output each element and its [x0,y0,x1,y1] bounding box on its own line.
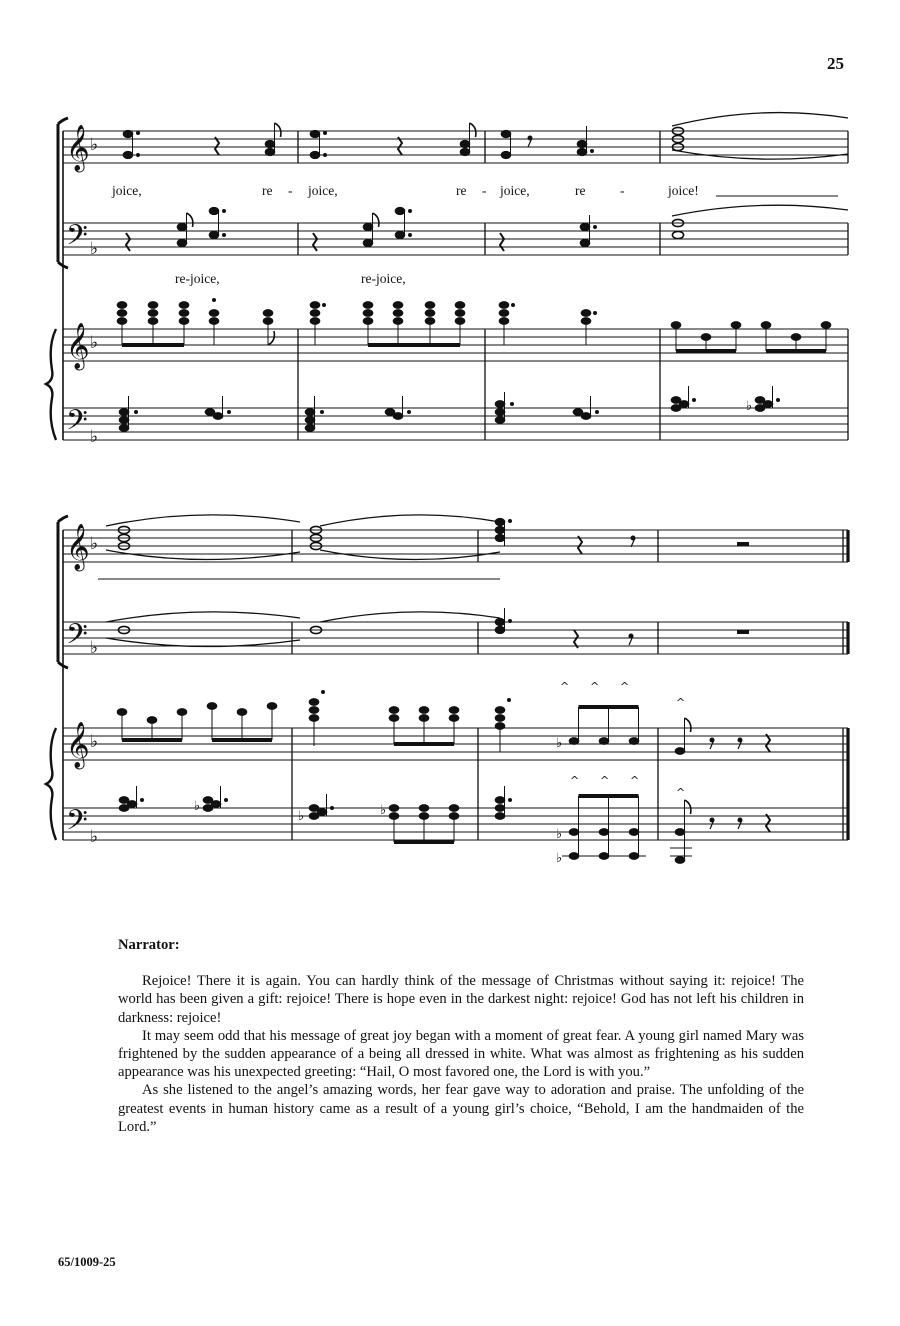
narration-block [118,936,804,1136]
flat-icon: ♭ [556,736,563,751]
lyric-syllable: re [575,183,586,198]
svg-text:^: ^ [560,680,570,693]
flat-icon: ♭ [556,827,563,842]
flat-icon: ♭ [90,135,99,155]
system-1 [46,113,848,447]
page-number: 25 [827,54,844,73]
staff-soprano-alto [63,131,848,163]
svg-text:^: ^ [600,774,610,787]
flat-icon: ♭ [298,809,305,824]
bass-clef-icon: 𝄢 [66,219,88,259]
flat-icon: ♭ [380,803,387,818]
piano-brace [46,329,56,440]
lyric-syllable: re-joice, [175,271,220,286]
piano-brace [46,728,56,840]
lyric-syllable: re [262,183,273,198]
narration-paragraph: As she listened to the angel’s amazing words, her fear gave way to adoration and praise. The unfolding of the greatest events in human history came as a result of a young girl’s choice, “Behold, I am the handmaiden of the Lord.” [118,1082,804,1135]
flat-icon: ♭ [90,732,99,752]
lyric-syllable: re-joice, [361,271,406,286]
lyric-hyphen: - [288,183,293,198]
piano-right-hand-notes [117,299,831,352]
narrator-label: Narrator: [118,937,180,953]
flat-icon: ♭ [194,799,201,814]
staff-tenor-bass [63,622,848,654]
soprano-alto-notes [106,515,749,560]
staff-piano-left [63,408,848,440]
piano-left-hand-notes [119,774,770,866]
lyric-syllable: joice, [308,183,338,198]
treble-clef-icon: 𝄞 [66,722,90,768]
flat-icon: ♭ [90,534,99,554]
tenor-bass-notes [126,205,848,251]
flat-icon: ♭ [90,827,99,847]
flat-icon: ♭ [90,239,99,259]
tenor-bass-notes [106,608,749,648]
flat-icon: ♭ [90,638,99,658]
lyric-syllable: joice! [668,183,699,198]
svg-text:^: ^ [630,774,640,787]
narration-paragraph: It may seem odd that his message of great joy began with a moment of great fear. A young girl named Mary was frightened by the sudden appearance of a being all dressed in white. What was almost as frightening as his sudden appearance was his unexpected greeting: “Hail, O most favored one, the Lord is with you.” [118,1027,804,1081]
narration-paragraph: Rejoice! There it is again. You can hardly think of the message of Christmas without saying it: rejoice! The world has been given a gift: rejoice! There is hope even in the darkest night: rejoice! God has not left his children in darkness: rejoice! [118,973,804,1026]
svg-text:^: ^ [570,774,580,787]
piano-right-hand-notes [117,680,770,754]
system-2 [46,515,848,866]
flat-icon: ♭ [746,399,753,414]
staff-piano-right [63,728,848,760]
treble-clef-icon: 𝄞 [66,323,90,369]
svg-text:^: ^ [676,786,686,799]
flat-icon: ♭ [556,851,563,866]
bass-clef-icon: 𝄢 [66,804,88,844]
svg-text:^: ^ [620,680,630,693]
treble-clef-icon: 𝄞 [66,524,90,570]
treble-clef-icon: 𝄞 [66,125,90,171]
svg-text:^: ^ [676,696,686,709]
lyric-syllable: re [456,183,467,198]
lyric-hyphen: - [620,183,625,198]
piano-left-hand-notes [119,386,779,431]
svg-text:^: ^ [590,680,600,693]
lyric-syllable: joice, [112,183,142,198]
lyric-syllable: joice, [500,183,530,198]
footer-code: 65/1009-25 [58,1255,116,1269]
flat-icon: ♭ [90,427,99,447]
lyric-hyphen: - [482,183,487,198]
flat-icon: ♭ [90,333,99,353]
bass-clef-icon: 𝄢 [66,404,88,444]
bass-clef-icon: 𝄢 [66,618,88,658]
